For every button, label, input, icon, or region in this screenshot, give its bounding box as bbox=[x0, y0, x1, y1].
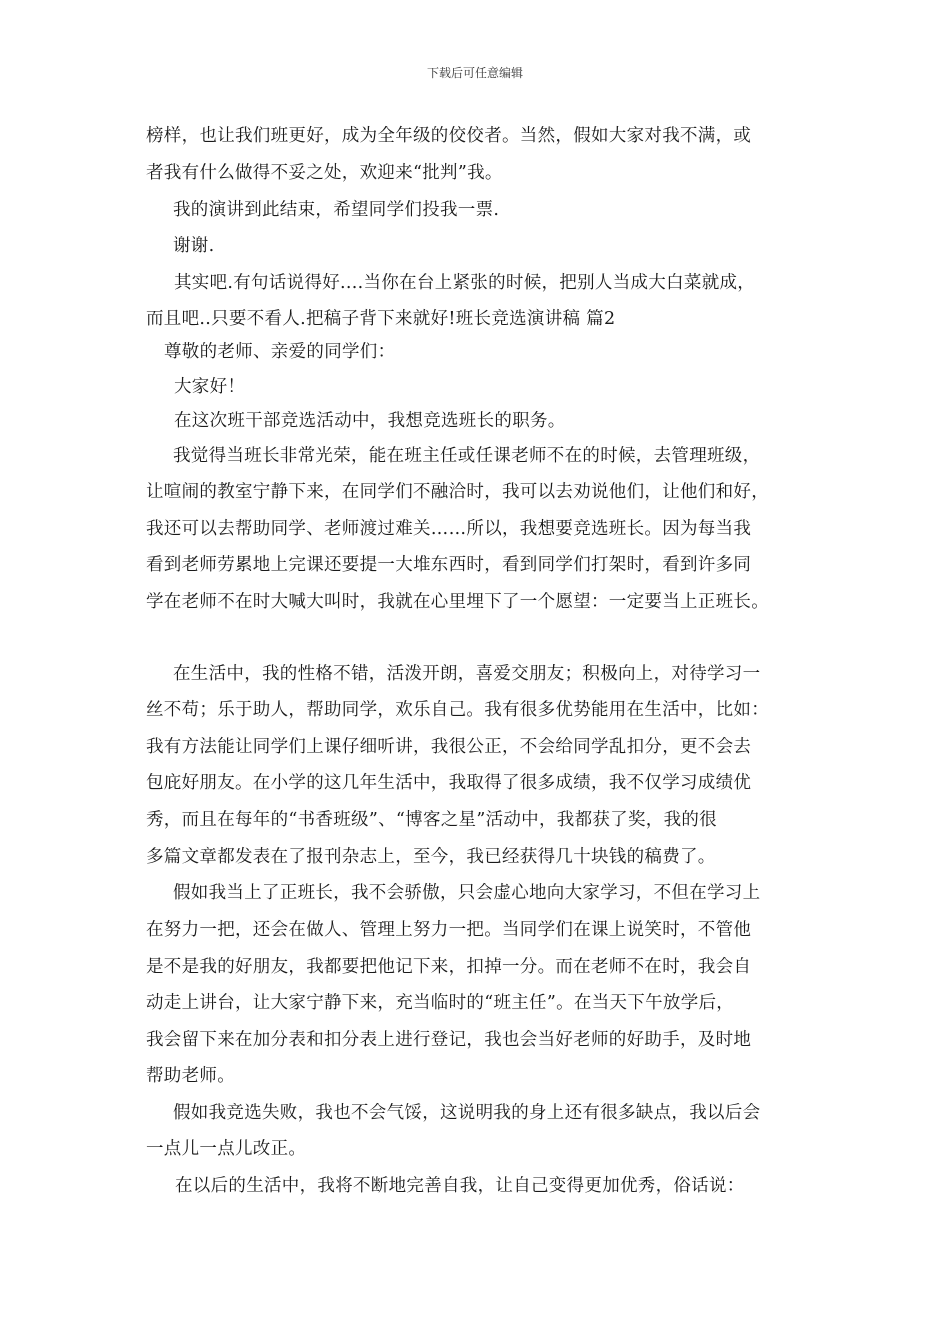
text-line: 我有方法能让同学们上课仔细听讲，我很公正，不会给同学乱扣分，更不会去 bbox=[146, 737, 752, 757]
text-line: 在生活中，我的性格不错，活泼开朗，喜爱交朋友；积极向上，对待学习一 bbox=[173, 664, 761, 684]
text-line: 者我有什么做得不妥之处，欢迎来“批判”我。 bbox=[146, 163, 503, 183]
text-line: 假如我竞选失败，我也不会气馁，这说明我的身上还有很多缺点，我以后会 bbox=[173, 1103, 761, 1123]
text-line: 秀，而且在每年的“书香班级”、“博客之星”活动中，我都获了奖，我的很 bbox=[146, 810, 717, 830]
text-line: 多篇文章都发表在了报刊杂志上，至今，我已经获得几十块钱的稿费了。 bbox=[146, 847, 716, 867]
text-line: 我会留下来在加分表和扣分表上进行登记，我也会当好老师的好助手，及时地 bbox=[146, 1030, 752, 1050]
text-line: 榜样，也让我们班更好，成为全年级的佼佼者。当然，假如大家对我不满，或 bbox=[146, 126, 752, 146]
text-line: 而且吧..只要不看人.把稿子背下来就好!班长竞选演讲稿 篇2 bbox=[146, 309, 616, 329]
text-line: 谢谢. bbox=[173, 236, 215, 256]
text-line: 包庇好朋友。在小学的这几年生活中，我取得了很多成绩，我不仅学习成绩优 bbox=[146, 773, 752, 793]
text-line: 在以后的生活中，我将不断地完善自我，让自己变得更加优秀，俗话说： bbox=[175, 1176, 745, 1196]
text-line: 动走上讲台，让大家宁静下来，充当临时的“班主任”。在当天下午放学后， bbox=[146, 993, 735, 1013]
text-line: 在这次班干部竞选活动中，我想竞选班长的职务。 bbox=[174, 411, 566, 431]
text-line: 帮助老师。 bbox=[146, 1066, 235, 1086]
text-line: 一点儿一点儿改正。 bbox=[146, 1139, 307, 1159]
page-header: 下载后可任意编辑 bbox=[426, 66, 523, 80]
text-line: 学在老师不在时大喊大叫时，我就在心里埋下了一个愿望：一定要当上正班长。 bbox=[146, 592, 769, 612]
text-line: 看到老师劳累地上完课还要提一大堆东西时，看到同学们打架时，看到许多同 bbox=[146, 555, 752, 575]
text-line: 我还可以去帮助同学、老师渡过难关……所以，我想要竞选班长。因为每当我 bbox=[146, 519, 752, 539]
text-line: 丝不苟；乐于助人，帮助同学，欢乐自己。我有很多优势能用在生活中，比如： bbox=[146, 700, 769, 720]
text-line: 尊敬的老师、亲爱的同学们： bbox=[164, 342, 396, 362]
text-line: 大家好！ bbox=[174, 377, 246, 397]
text-line: 是不是我的好朋友，我都要把他记下来，扣掉一分。而在老师不在时，我会自 bbox=[146, 957, 752, 977]
text-line: 在努力一把，还会在做人、管理上努力一把。当同学们在课上说笑时，不管他 bbox=[146, 920, 752, 940]
text-line: 我的演讲到此结束，希望同学们投我一票. bbox=[173, 200, 500, 220]
text-line: 让喧闹的教室宁静下来，在同学们不融洽时，我可以去劝说他们，让他们和好， bbox=[146, 482, 769, 502]
text-line: 其实吧.有句话说得好....当你在台上紧张的时候，把别人当成大白菜就成， bbox=[174, 273, 756, 293]
text-line: 假如我当上了正班长，我不会骄傲，只会虚心地向大家学习，不但在学习上 bbox=[173, 883, 761, 903]
text-line: 我觉得当班长非常光荣，能在班主任或任课老师不在的时候，去管理班级， bbox=[173, 446, 761, 466]
